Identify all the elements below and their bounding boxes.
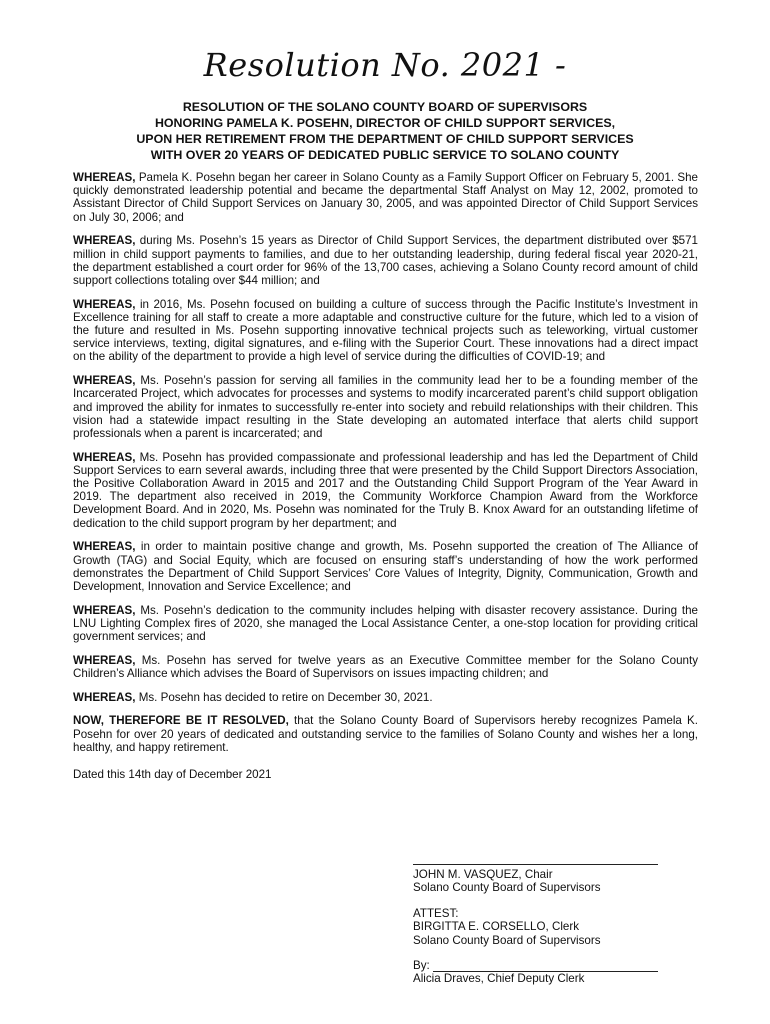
- chair-organization: Solano County Board of Supervisors: [413, 881, 601, 895]
- whereas-paragraph: [73, 451, 698, 530]
- resolution-title: Resolution No. 2021 -: [203, 46, 567, 84]
- paragraph-text: Ms. Posehn has served for twelve years as an Executive Committee member for the Solano County Children’s Alliance which advises the Board of Supervisors on issues impacting children; and: [73, 653, 698, 680]
- spacer: [413, 895, 673, 907]
- whereas-paragraph: [73, 604, 698, 644]
- dated-line: Dated this 14th day of December 2021: [73, 768, 272, 782]
- heading-line: UPON HER RETIREMENT FROM THE DEPARTMENT OF CHILD SUPPORT SERVICES: [136, 132, 634, 146]
- chair-name: JOHN M. VASQUEZ, Chair: [413, 868, 553, 881]
- by-label: By:: [413, 959, 430, 973]
- heading-line: WITH OVER 20 YEARS OF DEDICATED PUBLIC SERVICE TO SOLANO COUNTY: [150, 148, 620, 162]
- paragraph-lead: WHEREAS,: [73, 297, 136, 311]
- by-signature-rule: [433, 960, 658, 972]
- paragraph-lead: WHEREAS,: [73, 653, 136, 667]
- whereas-paragraph: [73, 171, 698, 224]
- paragraph-text: Ms. Posehn has provided compassionate and professional leadership and has led the Department of Child Support Services to earn several awards, including three that were presented by the Child Support Directors Association, the Positive Collaboration Award in 2015 and 2017 and the Outstanding Child Support Program of the Year Award in 2019. The department also received in 2019, the Community Workforce Champion Award from the Workforce Development Board. And in 2020, Ms. Posehn was nominated for the Truly B. Knox Award for an outstanding lifetime of dedication to the child support program by her department; and: [73, 450, 698, 530]
- whereas-paragraph: [73, 691, 698, 704]
- whereas-paragraph: [73, 654, 698, 680]
- paragraph-text: that the Solano County Board of Supervisors hereby recognizes Pamela K. Posehn for over 20 years of dedicated and outstanding service to the families of Solano County and wishes her a long, healthy, and happy retirement.: [73, 714, 699, 754]
- heading-line: HONORING PAMELA K. POSEHN, DIRECTOR OF CHILD SUPPORT SERVICES,: [154, 116, 616, 130]
- paragraph-text: in order to maintain positive change and growth, Ms. Posehn supported the creation of The Alliance of Growth (TAG) and Social Equity, which are focused on ensuring staff’s understanding of how the work performed demonstrates the Department of Child Support Services’ Core Values of Integrity, Dignity, Communication, Growth and Development, Innovation and Service Excellence; and: [73, 540, 698, 593]
- whereas-paragraph: [73, 374, 698, 440]
- paragraph-text: Ms. Posehn’s dedication to the community includes helping with disaster recovery assistance. During the LNU Lighting Complex fires of 2020, she managed the Local Assistance Center, a one-stop location for providing critical government services; and: [73, 603, 698, 644]
- signature-block: [413, 856, 673, 986]
- clerk-organization: Solano County Board of Supervisors: [413, 933, 601, 947]
- attest-label: ATTEST:: [413, 906, 459, 920]
- deputy-clerk-name: Alicia Draves, Chief Deputy Clerk: [413, 972, 585, 986]
- clerk-name: BIRGITTA E. CORSELLO, Clerk: [413, 920, 579, 934]
- resolution-body: [73, 171, 698, 781]
- paragraph-text: Pamela K. Posehn began her career in Solano County as a Family Support Officer on February 5, 2001. She quickly demonstrated leadership potential and became the departmental Staff Analyst on May 12, 2002, promoted to Assistant Director of Child Support Services on January 30, 2005, and was appointed Director of Child Support Services on July 30, 2006; and: [73, 171, 698, 224]
- paragraph-lead: WHEREAS,: [73, 690, 136, 704]
- whereas-paragraph: [73, 234, 698, 287]
- by-signature-line: [413, 959, 673, 972]
- paragraph-lead: WHEREAS,: [73, 374, 136, 388]
- paragraph-lead: NOW, THEREFORE BE IT RESOLVED,: [73, 714, 289, 728]
- whereas-paragraph: [73, 298, 698, 364]
- resolved-paragraph: [73, 714, 698, 754]
- heading-line: RESOLUTION OF THE SOLANO COUNTY BOARD OF SUPERVISORS: [182, 100, 588, 114]
- paragraph-lead: WHEREAS,: [73, 603, 136, 617]
- paragraph-lead: WHEREAS,: [73, 171, 136, 184]
- paragraph-lead: WHEREAS,: [73, 450, 136, 464]
- spacer: [413, 947, 673, 959]
- paragraph-lead: WHEREAS,: [73, 540, 136, 554]
- whereas-paragraph: [73, 540, 698, 593]
- paragraph-text: Ms. Posehn’s passion for serving all families in the community lead her to be a founding member of the Incarcerated Project, which advocates for processes and systems to modify incarcerated parent’s child support obligation and improved the ability for inmates to successfully re-enter into society and rebuild relationships with their children. This vision had a statewide impact resulting in the State developing an automated interface that alerts child support professionals when a parent is incarcerated; and: [73, 374, 698, 440]
- chair-signature-line: [413, 856, 658, 865]
- paragraph-text: during Ms. Posehn’s 15 years as Director of Child Support Services, the department distributed over $571 million in child support payments to families, and due to her outstanding leadership, during federal fiscal year 2020-21, the department established a court order for 96% of the 13,700 cases, achieving a Solano County record amount of child support collections totaling over $44 million; and: [73, 234, 698, 287]
- resolution-heading: [60, 99, 710, 163]
- paragraph-text: Ms. Posehn has decided to retire on December 30, 2021.: [135, 690, 433, 704]
- paragraph-lead: WHEREAS,: [73, 234, 136, 248]
- paragraph-text: in 2016, Ms. Posehn focused on building a culture of success through the Pacific Institute’s Investment in Excellence training for all staff to create a more adaptable and constructive culture for the future, which led to a vision of the future and resulted in Ms. Posehn supporting innovative technical projects such as teleworking, virtual customer service interviews, texting, digital signatures, and e-filing with the Superior Court. These innovations had a direct impact on the ability of the department to provide a high level of service during the difficulties of COVID-19; and: [73, 297, 698, 364]
